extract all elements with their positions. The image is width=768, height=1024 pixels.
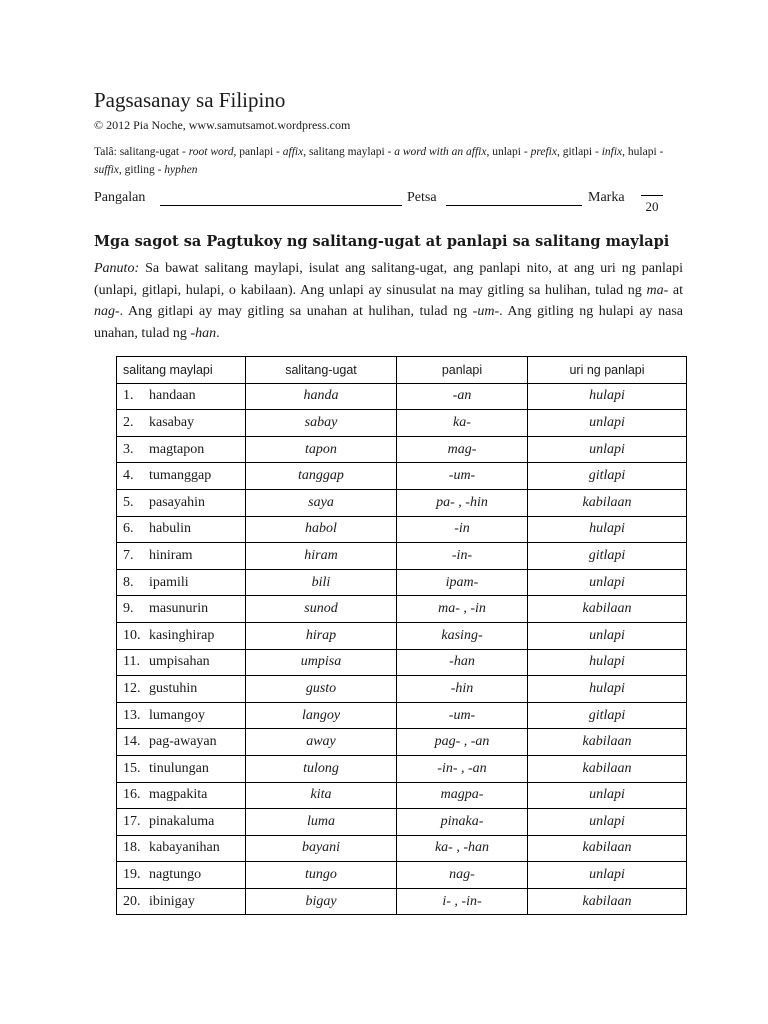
copyright-line: © 2012 Pia Noche, www.samutsamot.wordpress.com bbox=[94, 118, 351, 132]
instructions-text: . Ang gitlapi ay may gitling sa unahan at hulihan, tulad ng bbox=[119, 304, 473, 319]
root-word-cell: tulong bbox=[246, 755, 397, 782]
column-header: salitang maylapi bbox=[117, 357, 246, 384]
glossary-label: Talâ: bbox=[94, 146, 117, 158]
word-cell bbox=[117, 622, 246, 649]
item-number: 17. bbox=[123, 813, 141, 829]
affix-type-cell: hulapi bbox=[528, 676, 687, 703]
glossary-meaning: hyphen bbox=[164, 164, 198, 176]
word-cell bbox=[117, 862, 246, 889]
word-cell bbox=[117, 649, 246, 676]
item-number: 2. bbox=[123, 414, 134, 430]
table-row bbox=[117, 649, 687, 676]
glossary-term: unlapi bbox=[492, 146, 521, 158]
affix-cell: mag- bbox=[397, 436, 528, 463]
glossary-term: gitling bbox=[124, 164, 155, 176]
glossary-meaning: suffix bbox=[94, 164, 119, 176]
root-word-cell: bili bbox=[246, 569, 397, 596]
column-header: uri ng panlapi bbox=[528, 357, 687, 384]
item-number: 6. bbox=[123, 521, 134, 537]
affixed-word: pinakaluma bbox=[149, 813, 215, 829]
affix-type-cell: unlapi bbox=[528, 622, 687, 649]
affix-type-cell: kabilaan bbox=[528, 835, 687, 862]
section-heading: Mga sagot sa Pagtukoy ng salitang-ugat at panlapi sa salitang maylapi bbox=[94, 233, 670, 250]
score-total: 20 bbox=[645, 199, 659, 214]
table-row bbox=[117, 569, 687, 596]
student-info-fields bbox=[94, 190, 694, 220]
affix-cell: -um- bbox=[397, 702, 528, 729]
instructions bbox=[94, 258, 683, 344]
word-cell bbox=[117, 782, 246, 809]
item-number: 11. bbox=[123, 654, 140, 670]
affix-type-cell: hulapi bbox=[528, 516, 687, 543]
affix-cell: -in bbox=[397, 516, 528, 543]
affix-type-cell: kabilaan bbox=[528, 755, 687, 782]
answer-table bbox=[116, 356, 687, 915]
affix-type-cell: hulapi bbox=[528, 649, 687, 676]
affix-cell: ka- bbox=[397, 410, 528, 437]
item-number: 14. bbox=[123, 734, 141, 750]
word-cell bbox=[117, 888, 246, 915]
table-row bbox=[117, 622, 687, 649]
score-blank bbox=[641, 195, 663, 196]
item-number: 4. bbox=[123, 468, 134, 484]
glossary: Talâ: salitang-ugat - root word, panlapi - affix, salitang maylapi - a word with an affix, unlapi - prefix, gitlapi - infix, hulapi - suffix, gitling - hyphen bbox=[94, 146, 664, 176]
affix-cell: -hin bbox=[397, 676, 528, 703]
root-word-cell: habol bbox=[246, 516, 397, 543]
item-number: 9. bbox=[123, 601, 134, 617]
affix-type-cell: kabilaan bbox=[528, 596, 687, 623]
root-word-cell: langoy bbox=[246, 702, 397, 729]
example-affix: ma- bbox=[646, 282, 669, 298]
date-field[interactable] bbox=[446, 205, 582, 206]
root-word-cell: umpisa bbox=[246, 649, 397, 676]
affix-type-cell: gitlapi bbox=[528, 543, 687, 570]
word-cell bbox=[117, 543, 246, 570]
affix-type-cell: unlapi bbox=[528, 436, 687, 463]
affixed-word: tumanggap bbox=[149, 468, 212, 484]
table-row bbox=[117, 862, 687, 889]
item-number: 8. bbox=[123, 574, 134, 590]
root-word-cell: hirap bbox=[246, 622, 397, 649]
table-row bbox=[117, 676, 687, 703]
column-header: salitang-ugat bbox=[246, 357, 397, 384]
item-number: 16. bbox=[123, 787, 141, 803]
affixed-word: hiniram bbox=[149, 547, 193, 563]
item-number: 18. bbox=[123, 840, 141, 856]
table-row bbox=[117, 383, 687, 410]
table-row bbox=[117, 489, 687, 516]
table-row bbox=[117, 755, 687, 782]
affixed-word: handaan bbox=[149, 388, 196, 404]
instructions-text: at bbox=[668, 282, 683, 298]
word-cell bbox=[117, 755, 246, 782]
example-affix: nag- bbox=[94, 304, 120, 319]
affix-cell: kasing- bbox=[397, 622, 528, 649]
affixed-word: ibinigay bbox=[149, 893, 195, 909]
affix-cell: ka- , -han bbox=[397, 835, 528, 862]
affix-type-cell: kabilaan bbox=[528, 489, 687, 516]
column-header: panlapi bbox=[397, 357, 528, 384]
item-number: 20. bbox=[123, 893, 141, 909]
score-label: Marka bbox=[588, 190, 625, 205]
root-word-cell: bayani bbox=[246, 835, 397, 862]
word-cell bbox=[117, 436, 246, 463]
instructions-text: . Ang gitling ng hulapi ay nasa unahan, tulad ng bbox=[94, 304, 684, 341]
affix-cell: ipam- bbox=[397, 569, 528, 596]
affix-type-cell: gitlapi bbox=[528, 702, 687, 729]
table-row bbox=[117, 782, 687, 809]
table-row bbox=[117, 463, 687, 490]
page-title: Pagsasanay sa Filipino bbox=[94, 88, 286, 112]
root-word-cell: tungo bbox=[246, 862, 397, 889]
item-number: 7. bbox=[123, 547, 134, 563]
glossary-term: salitang maylapi bbox=[308, 146, 385, 158]
affix-type-cell: unlapi bbox=[528, 782, 687, 809]
word-cell bbox=[117, 489, 246, 516]
affixed-word: pasayahin bbox=[149, 494, 205, 510]
affix-cell: -um- bbox=[397, 463, 528, 490]
affixed-word: magtapon bbox=[149, 441, 205, 457]
affix-type-cell: kabilaan bbox=[528, 888, 687, 915]
item-number: 13. bbox=[123, 707, 141, 723]
glossary-meaning: infix bbox=[601, 146, 623, 158]
affix-type-cell: gitlapi bbox=[528, 463, 687, 490]
affix-cell: pa- , -hin bbox=[397, 489, 528, 516]
affixed-word: magpakita bbox=[149, 787, 208, 803]
table-row bbox=[117, 596, 687, 623]
example-affix: -um- bbox=[472, 304, 500, 319]
glossary-term: gitlapi bbox=[562, 146, 593, 158]
affix-type-cell: hulapi bbox=[528, 383, 687, 410]
name-label: Pangalan bbox=[94, 190, 146, 205]
item-number: 15. bbox=[123, 760, 141, 776]
affixed-word: ipamili bbox=[149, 574, 189, 590]
glossary-meaning: affix bbox=[282, 146, 304, 158]
word-cell bbox=[117, 729, 246, 756]
table-row bbox=[117, 809, 687, 836]
glossary-meaning: a word with an affix bbox=[394, 146, 487, 158]
table-row bbox=[117, 436, 687, 463]
item-number: 10. bbox=[123, 627, 141, 643]
affix-cell: -han bbox=[397, 649, 528, 676]
word-cell bbox=[117, 702, 246, 729]
table-row bbox=[117, 888, 687, 915]
date-label: Petsa bbox=[407, 190, 437, 205]
affixed-word: nagtungo bbox=[149, 867, 202, 883]
root-word-cell: sabay bbox=[246, 410, 397, 437]
root-word-cell: kita bbox=[246, 782, 397, 809]
affixed-word: kasabay bbox=[149, 414, 195, 430]
item-number: 1. bbox=[123, 388, 134, 404]
instructions-text: . bbox=[216, 325, 220, 341]
affixed-word: kabayanihan bbox=[149, 840, 220, 856]
instructions-label: Panuto: bbox=[94, 261, 140, 276]
affix-cell: ma- , -in bbox=[397, 596, 528, 623]
word-cell bbox=[117, 835, 246, 862]
root-word-cell: handa bbox=[246, 383, 397, 410]
root-word-cell: sunod bbox=[246, 596, 397, 623]
table-row bbox=[117, 835, 687, 862]
affix-cell: pag- , -an bbox=[397, 729, 528, 756]
affix-type-cell: unlapi bbox=[528, 569, 687, 596]
affixed-word: pag-awayan bbox=[149, 734, 217, 750]
word-cell bbox=[117, 383, 246, 410]
affix-cell: magpa- bbox=[397, 782, 528, 809]
affixed-word: kasinghirap bbox=[149, 627, 215, 643]
affix-cell: i- , -in- bbox=[397, 888, 528, 915]
table-header-row bbox=[117, 357, 687, 384]
affix-cell: nag- bbox=[397, 862, 528, 889]
word-cell bbox=[117, 569, 246, 596]
affix-cell: pinaka- bbox=[397, 809, 528, 836]
root-word-cell: luma bbox=[246, 809, 397, 836]
table-row bbox=[117, 410, 687, 437]
word-cell bbox=[117, 463, 246, 490]
word-cell bbox=[117, 596, 246, 623]
glossary-term: panlapi bbox=[239, 146, 274, 158]
affix-cell: -in- bbox=[397, 543, 528, 570]
root-word-cell: tapon bbox=[246, 436, 397, 463]
affix-cell: -in- , -an bbox=[397, 755, 528, 782]
word-cell bbox=[117, 516, 246, 543]
root-word-cell: tanggap bbox=[246, 463, 397, 490]
affixed-word: tinulungan bbox=[149, 760, 209, 776]
table-row bbox=[117, 729, 687, 756]
affix-type-cell: unlapi bbox=[528, 809, 687, 836]
glossary-meaning: root word bbox=[188, 146, 234, 158]
root-word-cell: bigay bbox=[246, 888, 397, 915]
word-cell bbox=[117, 410, 246, 437]
affix-cell: -an bbox=[397, 383, 528, 410]
word-cell bbox=[117, 676, 246, 703]
affix-type-cell: kabilaan bbox=[528, 729, 687, 756]
name-field[interactable] bbox=[160, 205, 402, 206]
root-word-cell: saya bbox=[246, 489, 397, 516]
glossary-meaning: prefix bbox=[530, 146, 557, 158]
word-cell bbox=[117, 809, 246, 836]
affix-type-cell: unlapi bbox=[528, 410, 687, 437]
affixed-word: masunurin bbox=[149, 601, 209, 617]
table-row bbox=[117, 516, 687, 543]
affixed-word: umpisahan bbox=[149, 654, 210, 670]
item-number: 12. bbox=[123, 680, 141, 696]
glossary-term: hulapi bbox=[627, 146, 657, 158]
item-number: 3. bbox=[123, 441, 134, 457]
affixed-word: gustuhin bbox=[149, 680, 198, 696]
root-word-cell: away bbox=[246, 729, 397, 756]
table-row bbox=[117, 543, 687, 570]
root-word-cell: gusto bbox=[246, 676, 397, 703]
item-number: 19. bbox=[123, 867, 141, 883]
affix-type-cell: unlapi bbox=[528, 862, 687, 889]
root-word-cell: hiram bbox=[246, 543, 397, 570]
example-affix: -han bbox=[190, 325, 217, 341]
affixed-word: lumangoy bbox=[149, 707, 205, 723]
glossary-term: salitang-ugat bbox=[119, 146, 180, 158]
score-fraction[interactable] bbox=[641, 195, 665, 215]
table-row bbox=[117, 702, 687, 729]
affixed-word: habulin bbox=[149, 521, 191, 537]
instructions-text: Sa bawat salitang maylapi, isulat ang salitang-ugat, ang panlapi nito, at ang uri ng panlapi (unlapi, gitlapi, hulapi, o kabilaan). Ang unlapi ay sinusulat na may gitling sa hulihan, tulad ng bbox=[94, 261, 684, 298]
item-number: 5. bbox=[123, 494, 134, 510]
